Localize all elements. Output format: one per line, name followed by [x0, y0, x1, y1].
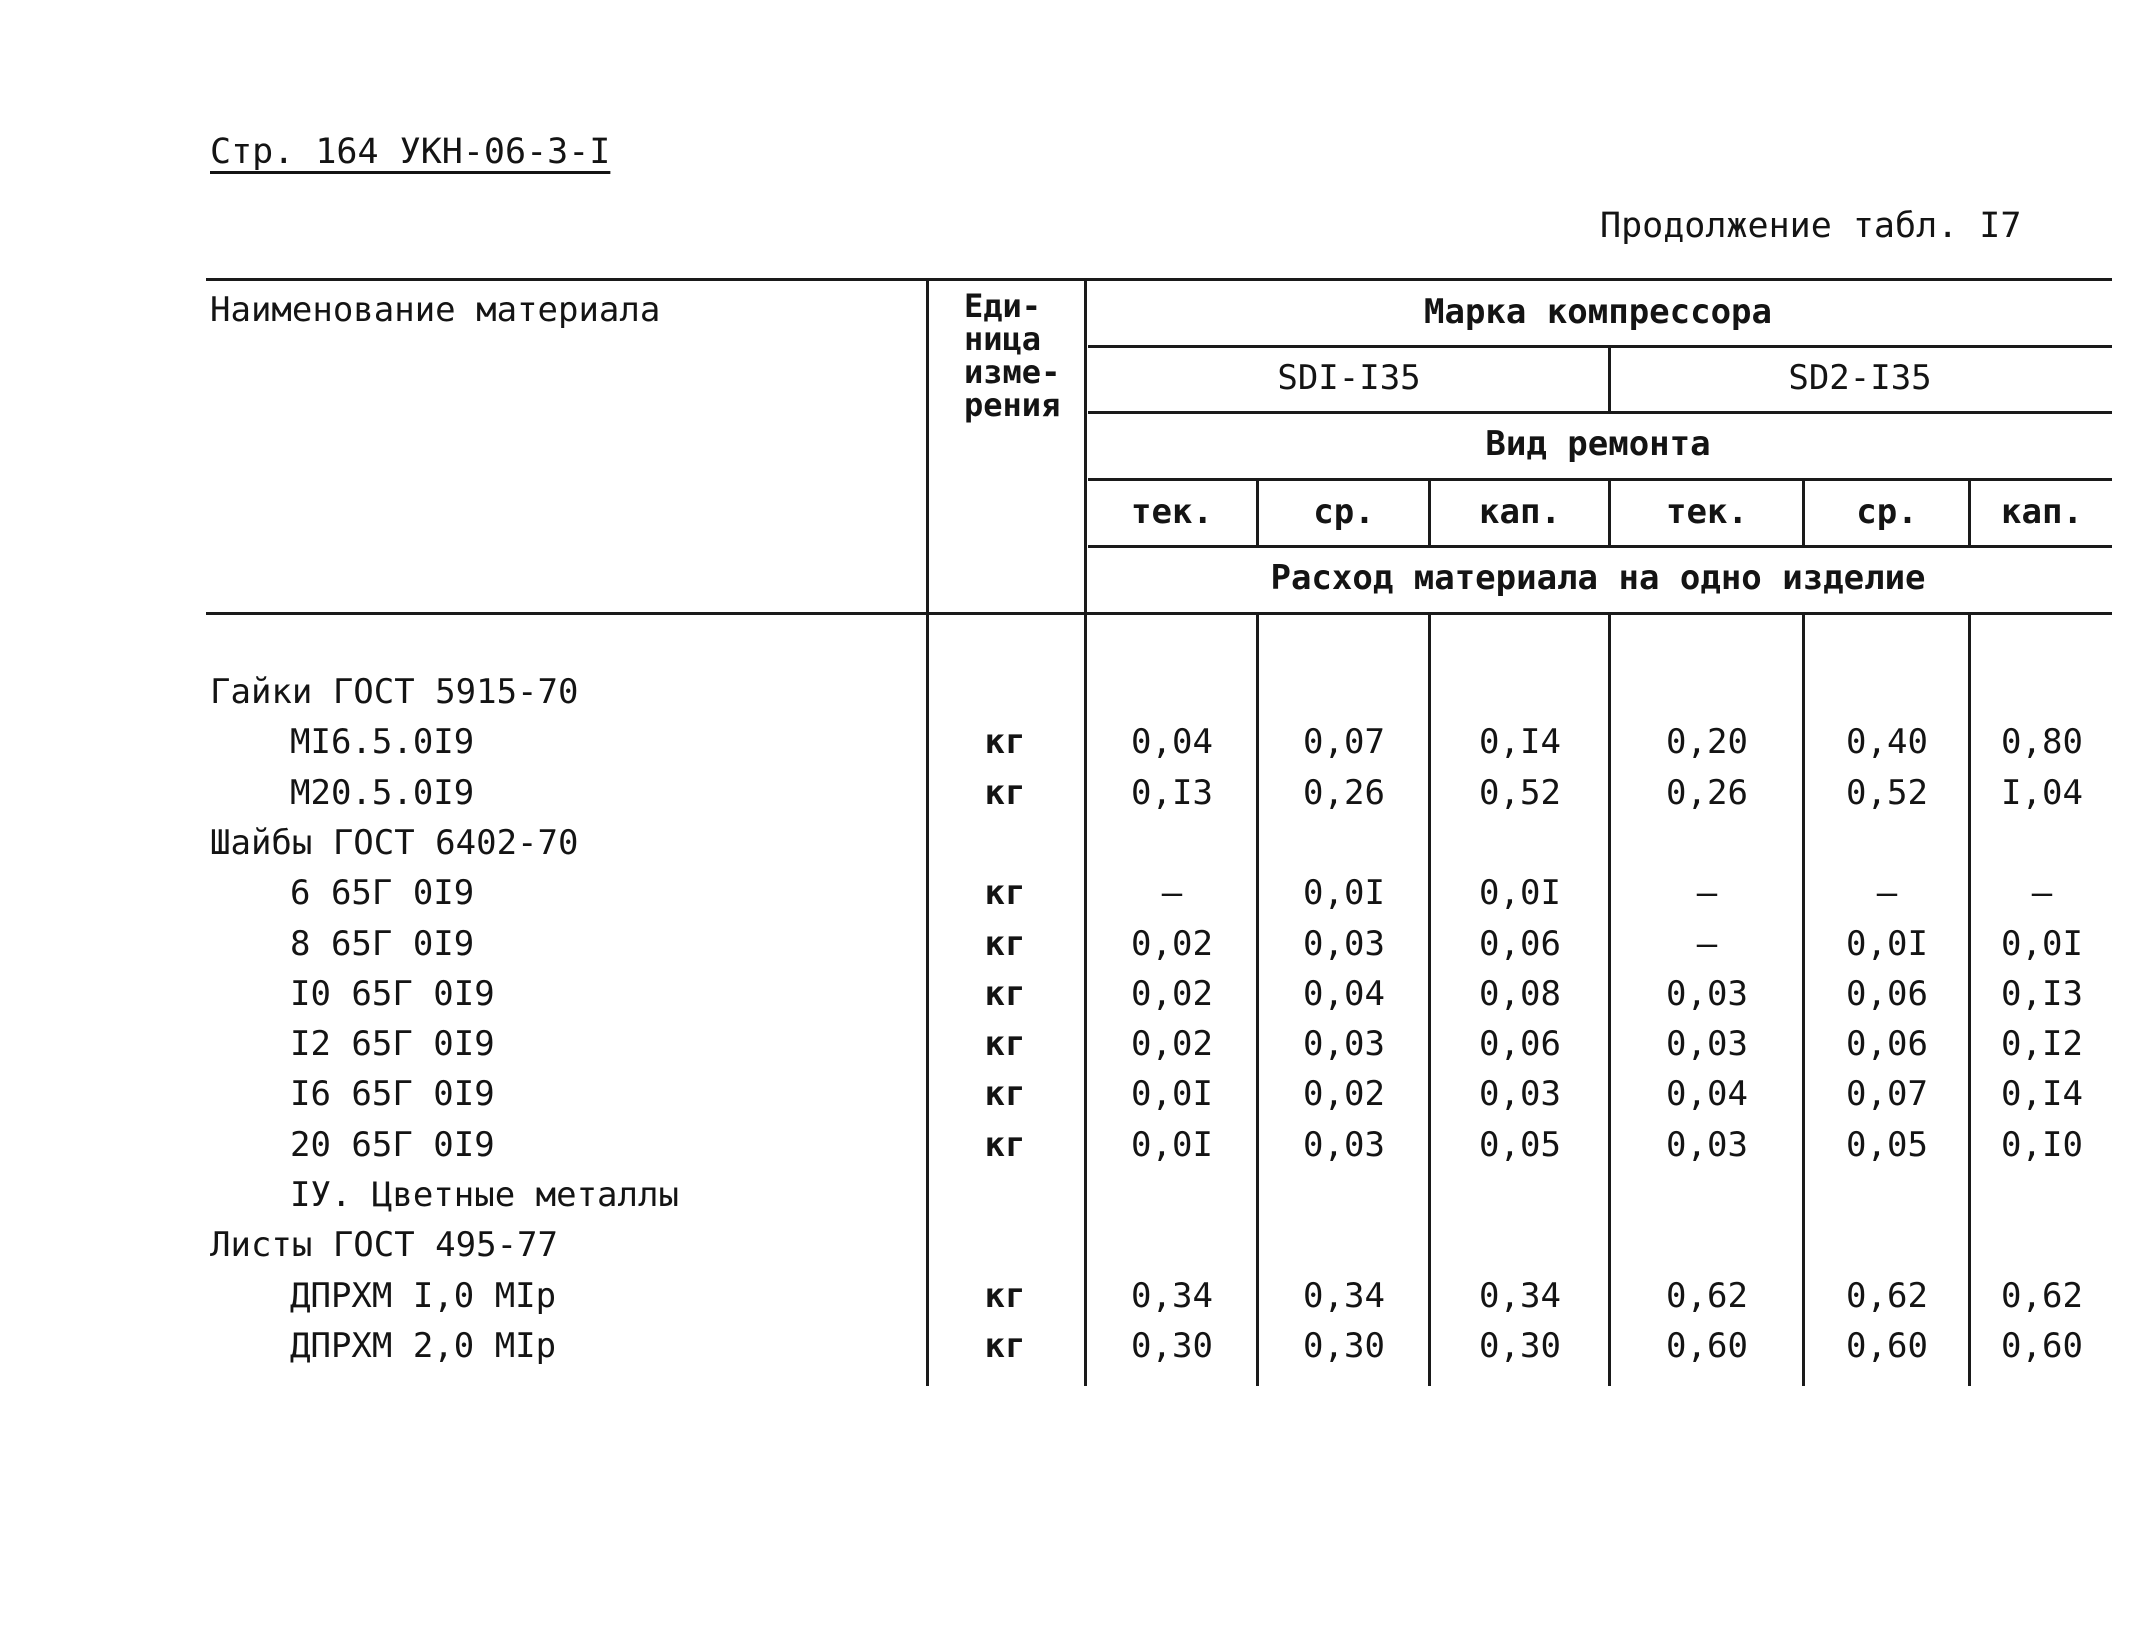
value-cell: 0,26 — [1666, 773, 1748, 813]
value-cell: 0,34 — [1131, 1276, 1213, 1316]
value-cell: 0,07 — [1846, 1074, 1928, 1114]
repair-subheader: ср. — [1313, 492, 1375, 532]
value-cell: 0,03 — [1303, 1125, 1385, 1165]
model-rule — [1088, 411, 2112, 414]
unit-cell: кг — [984, 1024, 1026, 1064]
value-cell: 0,30 — [1131, 1326, 1213, 1366]
value-cell: 0,08 — [1479, 974, 1561, 1014]
repair-subheader: кап. — [2001, 492, 2083, 532]
value-cell: 0,06 — [1846, 974, 1928, 1014]
value-cell: 0,05 — [1846, 1125, 1928, 1165]
model-header-sd1: SDI-I35 — [1277, 358, 1421, 398]
unit-cell: кг — [984, 1276, 1026, 1316]
value-cell: 0,04 — [1303, 974, 1385, 1014]
unit-cell: кг — [984, 1125, 1026, 1165]
material-name: M20.5.0I9 — [290, 773, 475, 813]
value-cell: 0,04 — [1666, 1074, 1748, 1114]
value-cell: 0,52 — [1479, 773, 1561, 813]
value-cell: 0,I3 — [2001, 974, 2083, 1014]
value-cell: 0,06 — [1479, 924, 1561, 964]
material-name: ДПРХМ 2,0 MIp — [290, 1326, 557, 1366]
value-cell: 0,0I — [1479, 873, 1561, 913]
material-name: I2 65Г 0I9 — [290, 1024, 495, 1064]
value-cell: 0,20 — [1666, 722, 1748, 762]
column-rule — [1608, 614, 1611, 1386]
consumption-header: Расход материала на одно изделие — [1270, 558, 1926, 598]
value-cell: 0,02 — [1131, 1024, 1213, 1064]
value-cell: 0,03 — [1303, 1024, 1385, 1064]
value-cell: 0,03 — [1479, 1074, 1561, 1114]
repair-subheader: кап. — [1479, 492, 1561, 532]
subheader-rule-v — [1968, 480, 1971, 546]
unit-header-line: ница — [964, 320, 1042, 358]
subheader-rule-v — [1428, 480, 1431, 546]
unit-header-line: Еди- — [964, 287, 1042, 325]
unit-cell: кг — [984, 873, 1026, 913]
value-cell: 0,07 — [1303, 722, 1385, 762]
repair-rule — [1088, 478, 2112, 481]
value-cell: 0,I0 — [2001, 1125, 2083, 1165]
value-cell: – — [1696, 924, 1718, 964]
unit-cell: кг — [984, 974, 1026, 1014]
column-rule — [1968, 614, 1971, 1386]
material-name: I0 65Г 0I9 — [290, 974, 495, 1014]
unit-cell: кг — [984, 773, 1026, 813]
repair-subheader: тек. — [1131, 492, 1213, 532]
material-name: I6 65Г 0I9 — [290, 1074, 495, 1114]
value-cell: 0,06 — [1479, 1024, 1561, 1064]
value-cell: 0,03 — [1666, 974, 1748, 1014]
unit-cell: кг — [984, 1326, 1026, 1366]
page-reference: Стр. 164 УКН-06-3-I — [210, 132, 611, 172]
value-cell: 0,52 — [1846, 773, 1928, 813]
value-cell: 0,I4 — [1479, 722, 1561, 762]
value-cell: 0,30 — [1303, 1326, 1385, 1366]
material-name: 8 65Г 0I9 — [290, 924, 475, 964]
subheader-rule — [1088, 545, 2112, 548]
value-cell: – — [1161, 873, 1183, 913]
material-name: ДПРХМ I,0 MIp — [290, 1276, 557, 1316]
value-cell: I,04 — [2001, 773, 2083, 813]
subheader-rule-v — [1802, 480, 1805, 546]
value-cell: 0,0I — [1303, 873, 1385, 913]
repair-subheader: тек. — [1666, 492, 1748, 532]
value-cell: 0,I2 — [2001, 1024, 2083, 1064]
value-cell: 0,62 — [1846, 1276, 1928, 1316]
repair-subheader: ср. — [1856, 492, 1918, 532]
column-rule — [1084, 280, 1087, 1386]
value-cell: 0,03 — [1666, 1024, 1748, 1064]
value-cell: 0,I3 — [1131, 773, 1213, 813]
value-cell: 0,40 — [1846, 722, 1928, 762]
value-cell: 0,26 — [1303, 773, 1385, 813]
column-rule — [1802, 614, 1805, 1386]
value-cell: – — [1696, 873, 1718, 913]
value-cell: 0,80 — [2001, 722, 2083, 762]
compressor-brand-header: Марка компрессора — [1424, 292, 1772, 332]
value-cell: 0,0I — [1846, 924, 1928, 964]
value-cell: 0,03 — [1666, 1125, 1748, 1165]
value-cell: 0,05 — [1479, 1125, 1561, 1165]
brand-rule — [1088, 345, 2112, 348]
value-cell: 0,30 — [1479, 1326, 1561, 1366]
value-cell: 0,34 — [1479, 1276, 1561, 1316]
value-cell: 0,34 — [1303, 1276, 1385, 1316]
material-name: Шайбы ГОСТ 6402-70 — [210, 823, 579, 863]
unit-header-line: рения — [964, 386, 1061, 424]
material-name: Гайки ГОСТ 5915-70 — [210, 672, 579, 712]
unit-header-line: изме- — [964, 353, 1061, 391]
column-rule — [1256, 614, 1259, 1386]
value-cell: 0,0I — [2001, 924, 2083, 964]
value-cell: 0,02 — [1131, 974, 1213, 1014]
material-name: IУ. Цветные металлы — [290, 1175, 679, 1215]
value-cell: 0,02 — [1303, 1074, 1385, 1114]
header-bottom-rule — [206, 612, 2112, 615]
table-continuation-caption: Продолжение табл. I7 — [1600, 206, 2022, 246]
subheader-rule-v — [1256, 480, 1259, 546]
material-name: Листы ГОСТ 495-77 — [210, 1225, 558, 1265]
value-cell: 0,60 — [1846, 1326, 1928, 1366]
value-cell: 0,0I — [1131, 1125, 1213, 1165]
unit-header — [964, 287, 1061, 424]
column-rule — [1428, 614, 1431, 1386]
material-name: 20 65Г 0I9 — [290, 1125, 495, 1165]
value-cell: 0,I4 — [2001, 1074, 2083, 1114]
value-cell: 0,03 — [1303, 924, 1385, 964]
value-cell: – — [2031, 873, 2053, 913]
model-header-sd2: SD2-I35 — [1788, 358, 1932, 398]
material-name: 6 65Г 0I9 — [290, 873, 475, 913]
value-cell: 0,60 — [2001, 1326, 2083, 1366]
model-divider-rule — [1608, 347, 1611, 413]
table-top-rule — [206, 278, 2112, 281]
material-name-header: Наименование материала — [210, 290, 661, 330]
column-rule — [926, 280, 929, 1386]
value-cell: 0,62 — [1666, 1276, 1748, 1316]
value-cell: 0,02 — [1131, 924, 1213, 964]
subheader-rule-v — [1608, 480, 1611, 546]
value-cell: – — [1876, 873, 1898, 913]
unit-cell: кг — [984, 924, 1026, 964]
value-cell: 0,04 — [1131, 722, 1213, 762]
value-cell: 0,60 — [1666, 1326, 1748, 1366]
material-name: MI6.5.0I9 — [290, 722, 475, 762]
value-cell: 0,0I — [1131, 1074, 1213, 1114]
repair-type-header: Вид ремонта — [1485, 424, 1711, 464]
unit-cell: кг — [984, 722, 1026, 762]
value-cell: 0,06 — [1846, 1024, 1928, 1064]
unit-cell: кг — [984, 1074, 1026, 1114]
value-cell: 0,62 — [2001, 1276, 2083, 1316]
